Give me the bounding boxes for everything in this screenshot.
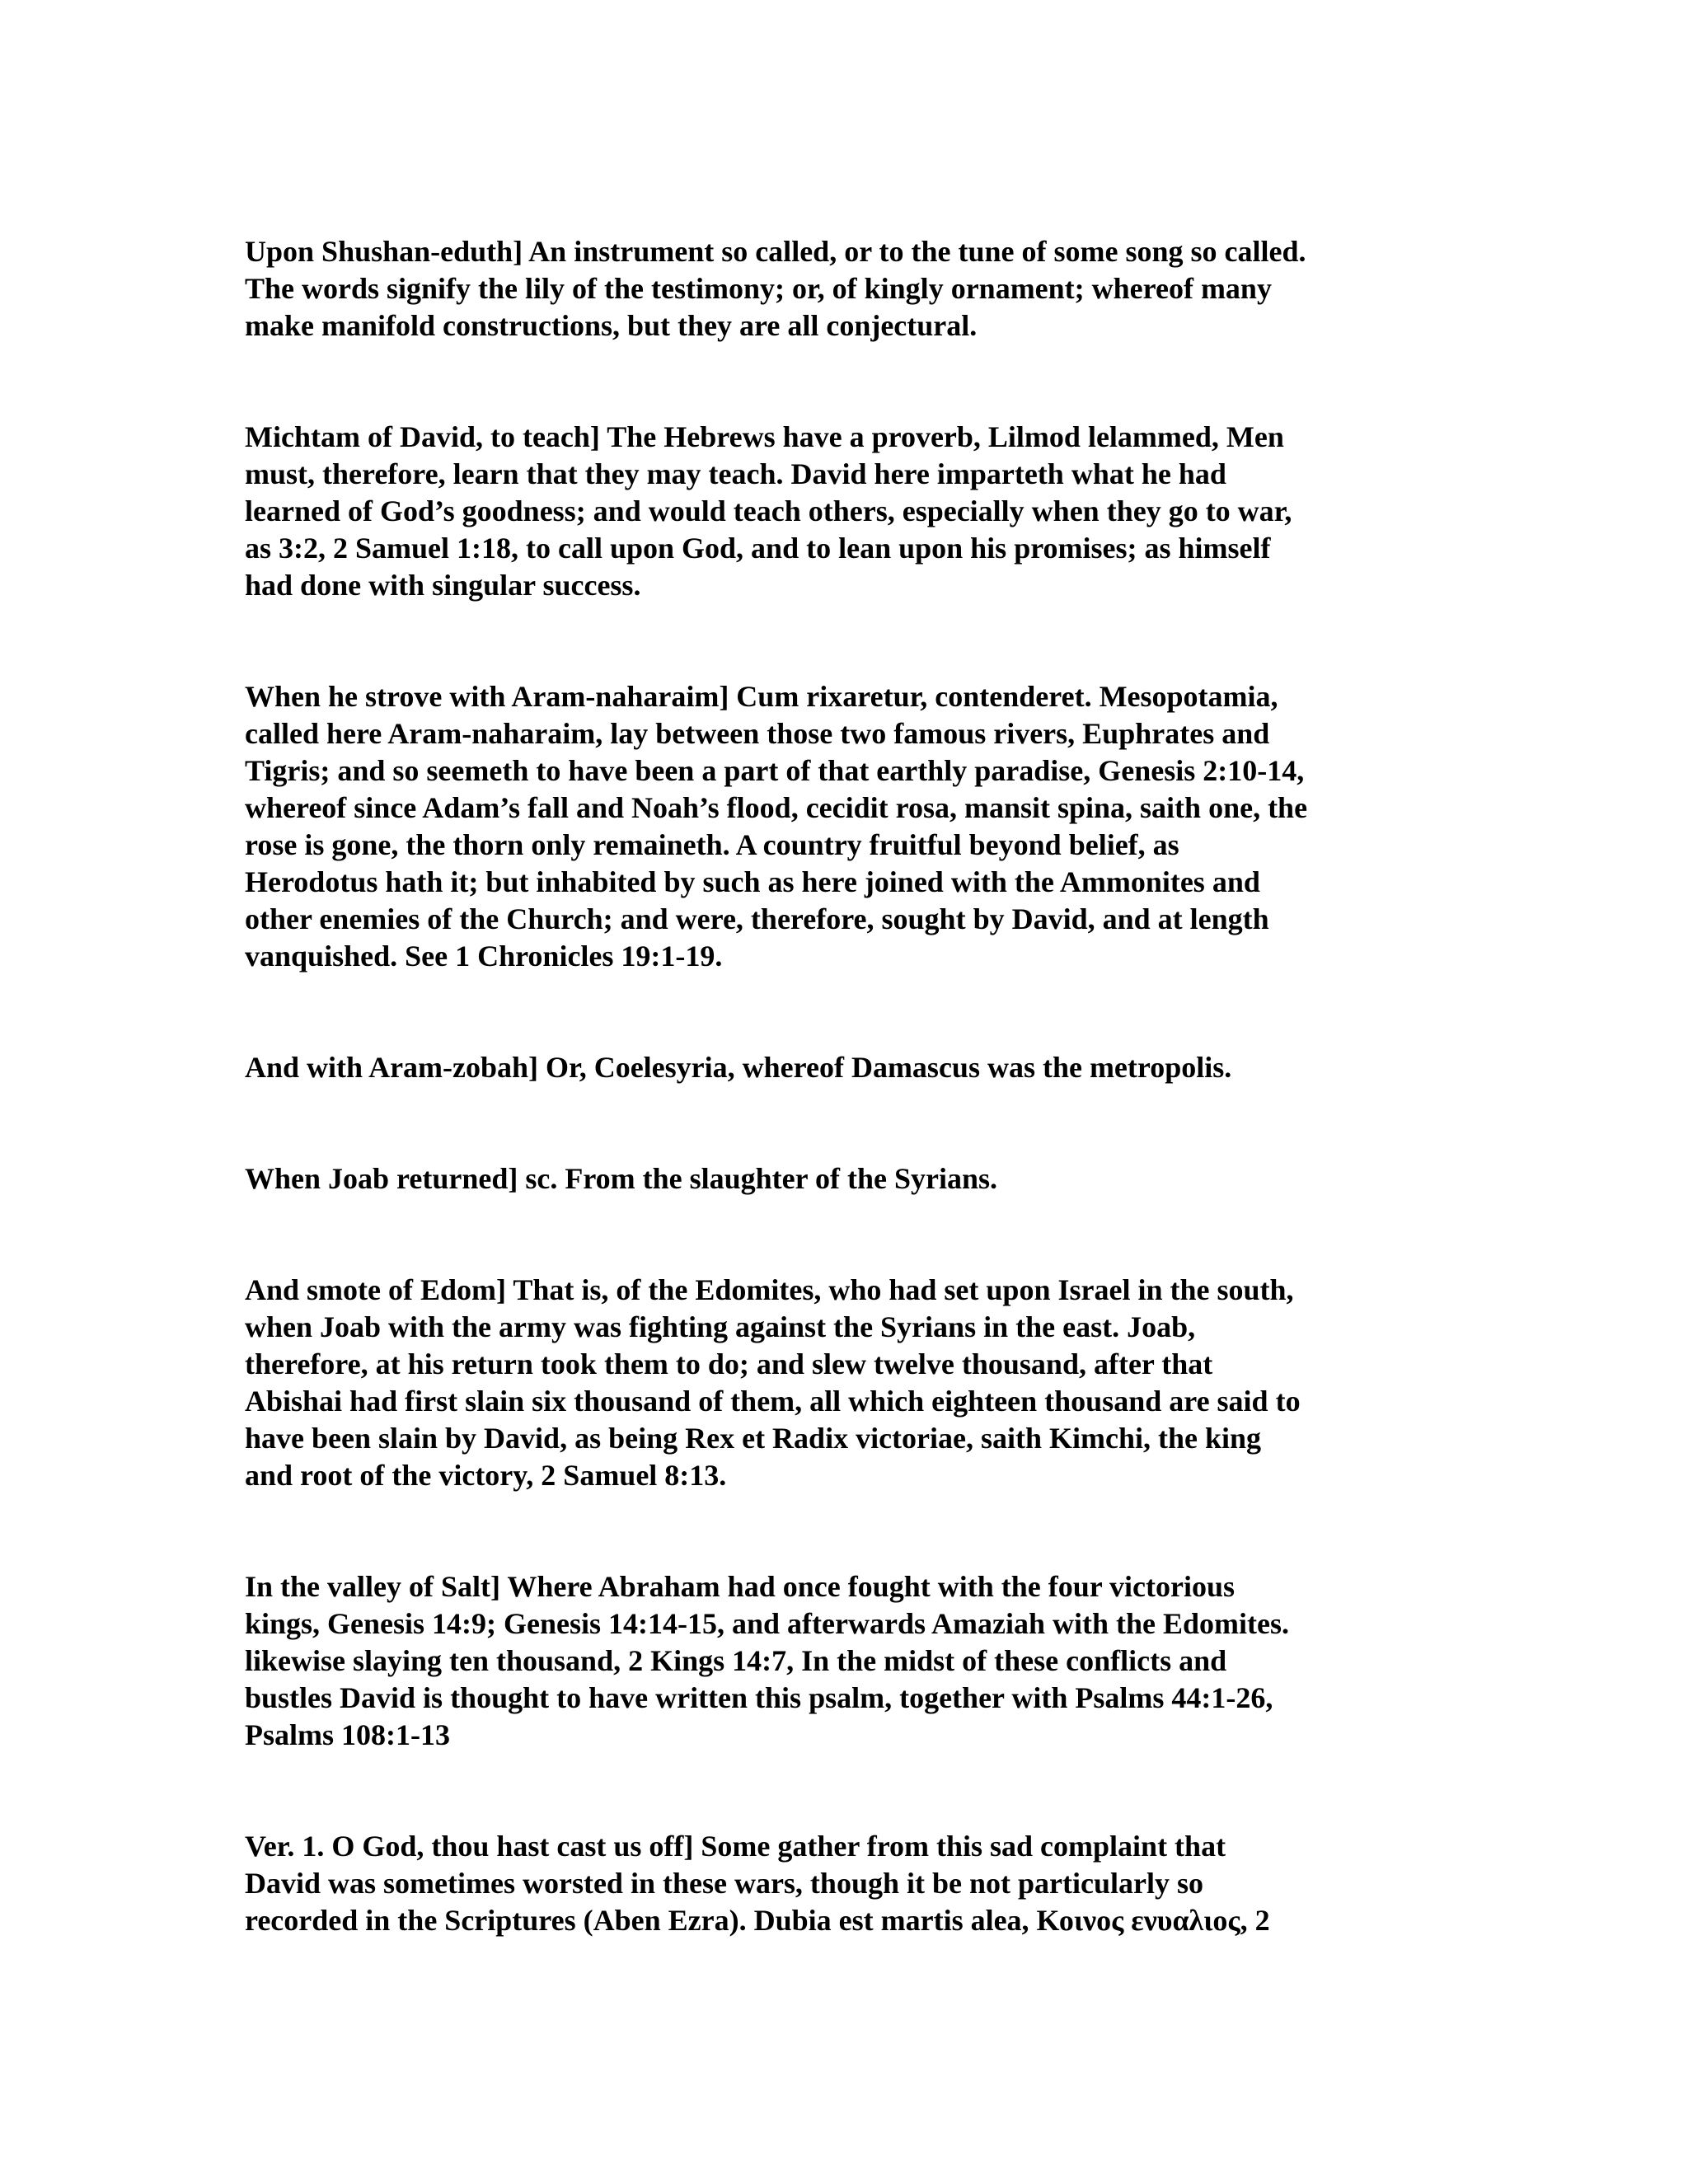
text-line: The words signify the lily of the testimony; or, of kingly ornament; whereof many <box>245 272 1272 305</box>
paragraph-shushan-eduth <box>245 233 1481 344</box>
text-line: kings, Genesis 14:9; Genesis 14:14-15, and afterwards Amaziah with the Edomites. <box>245 1607 1289 1640</box>
text-line: and root of the victory, 2 Samuel 8:13. <box>245 1459 727 1492</box>
text-line: other enemies of the Church; and were, therefore, sought by David, and at length <box>245 902 1269 935</box>
paragraph-aram-naharaim <box>245 678 1481 975</box>
paragraph-smote-of-edom <box>245 1272 1481 1494</box>
text-line: vanquished. See 1 Chronicles 19:1-19. <box>245 940 723 972</box>
text-line: And smote of Edom] That is, of the Edomites, who had set upon Israel in the south, <box>245 1273 1294 1306</box>
text-line: Upon Shushan-eduth] An instrument so called, or to the tune of some song so called. <box>245 235 1306 268</box>
text-line: had done with singular success. <box>245 569 641 602</box>
text-line: as 3:2, 2 Samuel 1:18, to call upon God, and to lean upon his promises; as himself <box>245 532 1271 565</box>
paragraph-joab-returned <box>245 1160 1481 1197</box>
text-line: David was sometimes worsted in these wars, though it be not particularly so <box>245 1867 1203 1900</box>
paragraph-michtam <box>245 419 1481 604</box>
text-line: learned of God’s goodness; and would teach others, especially when they go to war, <box>245 494 1292 527</box>
text-line: must, therefore, learn that they may teach. David here imparteth what he had <box>245 457 1226 490</box>
text-line: recorded in the Scriptures (Aben Ezra). Dubia est martis alea, Κοινος ενυαλιος, 2 <box>245 1904 1270 1937</box>
text-line: Tigris; and so seemeth to have been a part of that earthly paradise, Genesis 2:10-14, <box>245 754 1305 787</box>
paragraph-aram-zobah <box>245 1049 1481 1086</box>
text-line: When he strove with Aram-naharaim] Cum rixaretur, contenderet. Mesopotamia, <box>245 680 1278 713</box>
text-line: therefore, at his return took them to do; and slew twelve thousand, after that <box>245 1347 1213 1380</box>
text-line: whereof since Adam’s fall and Noah’s flood, cecidit rosa, mansit spina, saith one, the <box>245 791 1308 824</box>
commentary-text <box>245 233 1481 2013</box>
text-line: Herodotus hath it; but inhabited by such as here joined with the Ammonites and <box>245 865 1260 898</box>
text-line: called here Aram-naharaim, lay between those two famous rivers, Euphrates and <box>245 717 1270 750</box>
paragraph-valley-of-salt <box>245 1568 1481 1754</box>
text-line: rose is gone, the thorn only remaineth. A country fruitful beyond belief, as <box>245 828 1179 861</box>
text-line: When Joab returned] sc. From the slaughter of the Syrians. <box>245 1162 997 1195</box>
text-line: Abishai had first slain six thousand of them, all which eighteen thousand are said to <box>245 1385 1301 1418</box>
text-line: have been slain by David, as being Rex et Radix victoriae, saith Kimchi, the king <box>245 1422 1262 1455</box>
text-line: Ver. 1. O God, thou hast cast us off] Some gather from this sad complaint that <box>245 1830 1226 1863</box>
paragraph-verse-1 <box>245 1828 1481 1939</box>
text-line: Michtam of David, to teach] The Hebrews have a proverb, Lilmod lelammed, Men <box>245 420 1284 453</box>
text-line: Psalms 108:1-13 <box>245 1718 450 1751</box>
text-line: In the valley of Salt] Where Abraham had once fought with the four victorious <box>245 1570 1236 1603</box>
text-line: bustles David is thought to have written this psalm, together with Psalms 44:1-26, <box>245 1681 1273 1714</box>
text-line: when Joab with the army was fighting against the Syrians in the east. Joab, <box>245 1310 1196 1343</box>
text-line: likewise slaying ten thousand, 2 Kings 14:7, In the midst of these conflicts and <box>245 1644 1227 1677</box>
text-line: make manifold constructions, but they are all conjectural. <box>245 309 978 342</box>
text-line: And with Aram-zobah] Or, Coelesyria, whereof Damascus was the metropolis. <box>245 1051 1232 1084</box>
